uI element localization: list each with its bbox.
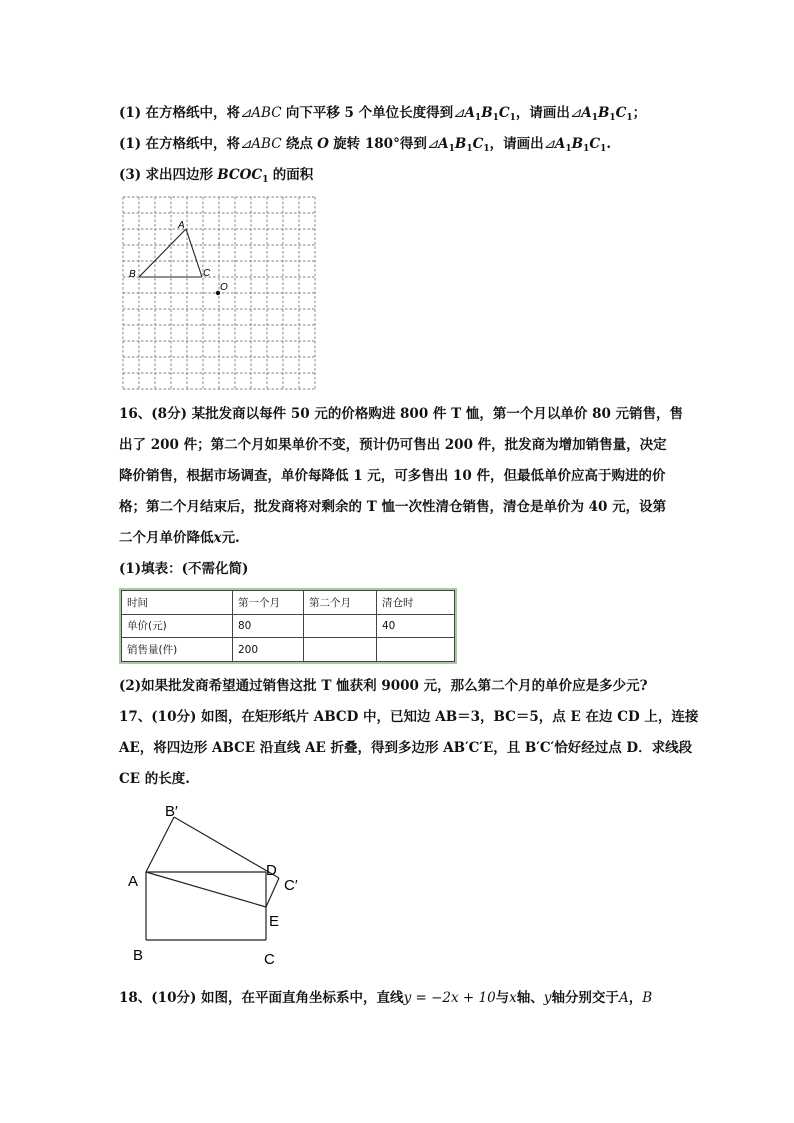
table-cell: 单价(元) (122, 614, 233, 638)
q18-line1: 18、(10分) 如图，在平面直角坐标系中，直线y = −2x + 10与x轴、y轴分别交于A，B (119, 990, 653, 1006)
table-cell (304, 638, 377, 662)
label-a: A (128, 873, 139, 890)
label-b: B (133, 947, 144, 964)
q16-sub2: (2)如果批发商希望通过销售这批 T 恤获利 9000 元，那么第二个月的单价应是多少元? (119, 678, 648, 694)
q16-line1: 16、(8分) 某批发商以每件 50 元的价格购进 800 件 T 恤，第一个月以单价 80 元销售，售 (119, 406, 684, 422)
q17-line2: AE，将四边形 ABCE 沿直线 AE 折叠，得到多边形 AB′C′E，且 B′C′恰好经过点 D．求线段 (119, 740, 693, 756)
segment-abp (146, 817, 174, 872)
table-cell: 200 (233, 638, 304, 662)
q16-line4: 格；第二个月结束后，批发商将对剩余的 T 恤一次性清仓销售，清仓是单价为 40 元，设第 (119, 499, 667, 515)
table-cell: 40 (377, 614, 455, 638)
table-cell (304, 614, 377, 638)
table-cell (377, 638, 455, 662)
segment-ac (186, 229, 202, 277)
q15-part2: (1) 在方格纸中，将⊿ABC 绕点 O 旋转 180°得到$⊿A_1B_1C_1$，请画出$⊿A_1B_1C_1$. (119, 136, 612, 154)
label-b: B (129, 269, 136, 280)
grid-svg (120, 195, 320, 391)
table-header-cell: 时间 (122, 591, 233, 615)
label-o: O (220, 282, 228, 293)
q16-line5: 二个月单价降低x元. (119, 530, 240, 546)
fold-figure (125, 800, 325, 972)
label-c-prime: C′ (284, 877, 298, 894)
table-row (122, 638, 455, 662)
table-header-cell: 清仓时 (377, 591, 455, 615)
segment-ae (146, 872, 266, 907)
segment-bpcp (174, 817, 279, 878)
grid-figure (120, 195, 320, 391)
q16-line3: 降价销售，根据市场调查，单价每降低 1 元，可多售出 10 件，但最低单价应高于购进的价 (119, 468, 666, 484)
q17-line1: 17、(10分) 如图，在矩形纸片 ABCD 中，已知边 AB＝3，BC＝5，点 E 在边 CD 上，连接 (119, 709, 699, 725)
segment-cpe (266, 878, 279, 907)
q16-line2: 出了 200 件；第二个月如果单价不变，预计仍可售出 200 件，批发商为增加销售量，决定 (119, 437, 667, 453)
table-header-cell: 第二个月 (304, 591, 377, 615)
label-a: A (178, 220, 185, 231)
label-e: E (269, 913, 280, 930)
table-cell: 80 (233, 614, 304, 638)
table-row (122, 614, 455, 638)
q16-sub1: (1)填表：(不需化简) (119, 561, 249, 577)
segment-ab (139, 229, 186, 277)
label-c: C (264, 951, 275, 968)
label-c: C (203, 268, 211, 279)
table-header-cell: 第一个月 (233, 591, 304, 615)
q17-line3: CE 的长度. (119, 771, 190, 787)
q15-part1: (1) 在方格纸中，将⊿ABC 向下平移 5 个单位长度得到$⊿A_1B_1C_1$，请画出$⊿A_1B_1C_1$； (119, 105, 647, 123)
fold-svg (125, 800, 325, 972)
q16-table (119, 588, 457, 664)
label-d: D (266, 862, 277, 879)
table-header-row (122, 591, 455, 615)
table-cell: 销售量(件) (122, 638, 233, 662)
label-b-prime: B′ (165, 803, 178, 820)
q15-part3: (3) 求出四边形 $BCOC_1$ 的面积 (119, 167, 314, 185)
